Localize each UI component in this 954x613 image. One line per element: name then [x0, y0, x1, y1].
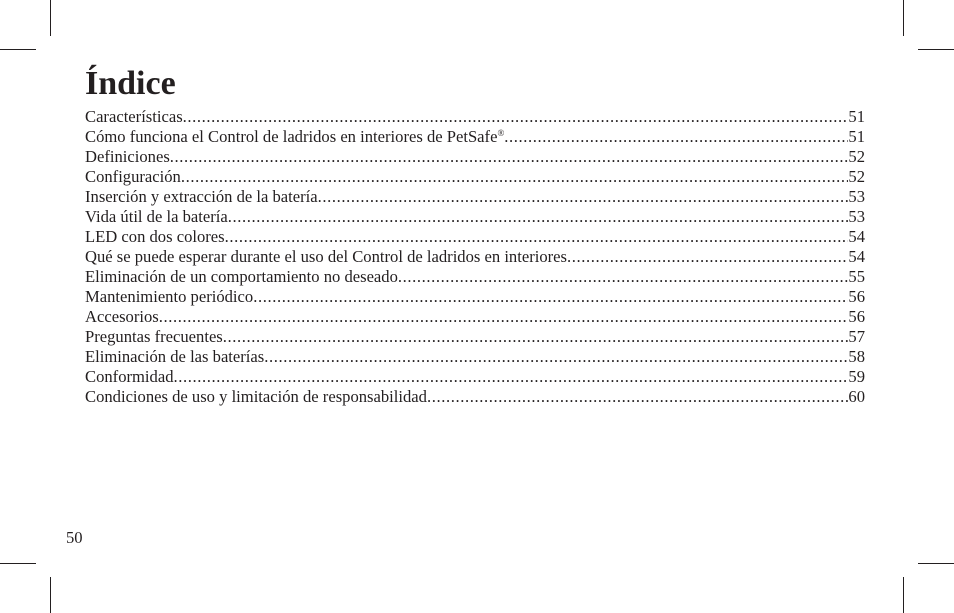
toc-entry-label-text: LED con dos colores: [85, 227, 225, 246]
toc-entry-leader-dots: [567, 247, 848, 267]
toc-entry: [85, 347, 865, 367]
toc-entry-page: 53: [848, 207, 865, 226]
toc-entry-label-text: Configuración: [85, 167, 181, 186]
toc-entry-label-text: Accesorios: [85, 307, 159, 326]
toc-entry: [85, 327, 865, 347]
toc-entry-page: 51: [848, 127, 865, 146]
toc-entry-label: [85, 387, 427, 407]
toc-entry-label-text: Qué se puede esperar durante el uso del Control de ladridos en interiores: [85, 247, 567, 266]
toc-entry-leader-dots: [398, 267, 849, 287]
toc-entry-leader-dots: [427, 387, 848, 407]
toc-entry-label: [85, 267, 398, 287]
toc-entry-page: 56: [848, 287, 865, 306]
toc-entry-label: [85, 227, 225, 247]
toc-entry-page: 53: [848, 187, 865, 206]
toc-entry-leader-dots: [223, 327, 849, 347]
toc-entry: [85, 187, 865, 207]
toc-entry-leader-dots: [318, 187, 849, 207]
toc-entry-page: 52: [848, 167, 865, 186]
registered-trademark-mark: ®: [497, 128, 505, 138]
toc-entry-label: [85, 107, 183, 127]
toc-entry: [85, 387, 865, 407]
toc-entry-page: 54: [848, 227, 865, 246]
toc-entry-page: 59: [848, 367, 865, 386]
toc-entry-label-text: Conformidad: [85, 367, 174, 386]
toc-entry-page: 60: [848, 387, 865, 406]
toc-entry-leader-dots: [174, 367, 849, 387]
toc-entry-leader-dots: [183, 107, 849, 127]
toc-entry-page: 51: [848, 107, 865, 126]
toc-entry-page: 52: [848, 147, 865, 166]
toc-entry-label: [85, 247, 567, 267]
toc-entry-label: [85, 347, 264, 367]
toc-entry: [85, 207, 865, 227]
crop-mark-bottom-right-horizontal: [918, 563, 954, 564]
toc-entry-label: [85, 367, 174, 387]
toc-entry-leader-dots: [504, 127, 848, 147]
toc-entry: [85, 107, 865, 127]
toc-entry-label-text: Mantenimiento periódico: [85, 287, 254, 306]
toc-entry-label-text: Vida útil de la batería: [85, 207, 228, 226]
toc-entry-label-text: Características: [85, 107, 183, 126]
toc-entry: [85, 267, 865, 287]
page-title: Índice: [85, 65, 176, 102]
crop-mark-top-left-vertical: [50, 0, 51, 36]
crop-mark-bottom-right-vertical: [903, 577, 904, 613]
toc-entry-page: 57: [848, 327, 865, 346]
page-number: 50: [66, 528, 83, 547]
toc-entry-leader-dots: [170, 147, 849, 167]
toc-entry-leader-dots: [228, 207, 849, 227]
toc-entry-page: 54: [848, 247, 865, 266]
toc-entry: [85, 127, 865, 147]
crop-mark-top-right-horizontal: [918, 49, 954, 50]
toc-entry: [85, 367, 865, 387]
toc-entry-label: [85, 207, 228, 227]
toc-entry-label-text: Inserción y extracción de la batería: [85, 187, 318, 206]
toc-entry-label-text: Condiciones de uso y limitación de responsabilidad: [85, 387, 427, 406]
toc-entry-leader-dots: [181, 167, 849, 187]
crop-mark-top-right-vertical: [903, 0, 904, 36]
toc-entry-label: [85, 187, 318, 207]
toc-entry: [85, 167, 865, 187]
table-of-contents: [85, 107, 865, 407]
toc-entry-label: [85, 147, 170, 167]
toc-entry-page: 56: [848, 307, 865, 326]
toc-entry: [85, 227, 865, 247]
toc-entry-page: 55: [848, 267, 865, 286]
crop-mark-bottom-left-vertical: [50, 577, 51, 613]
toc-entry-label: [85, 327, 223, 347]
toc-entry-label-text: Cómo funciona el Control de ladridos en interiores de PetSafe: [85, 127, 498, 146]
toc-entry-label: [85, 287, 253, 307]
toc-entry-leader-dots: [225, 227, 849, 247]
toc-entry-label: [85, 167, 181, 187]
toc-entry: [85, 287, 865, 307]
toc-entry-label-text: Preguntas frecuentes: [85, 327, 223, 346]
toc-entry-leader-dots: [253, 287, 848, 307]
toc-entry-label-text: Definiciones: [85, 147, 170, 166]
crop-mark-top-left-horizontal: [0, 49, 36, 50]
toc-entry-page: 58: [848, 347, 865, 366]
toc-entry-label-text: Eliminación de las baterías: [85, 347, 265, 366]
toc-entry-label: [85, 127, 504, 147]
toc-entry-label: [85, 307, 159, 327]
toc-entry: [85, 147, 865, 167]
crop-mark-bottom-left-horizontal: [0, 563, 36, 564]
toc-entry-leader-dots: [159, 307, 849, 327]
toc-entry: [85, 247, 865, 267]
toc-entry-label-text: Eliminación de un comportamiento no deseado: [85, 267, 398, 286]
toc-entry-leader-dots: [264, 347, 848, 367]
toc-entry: [85, 307, 865, 327]
